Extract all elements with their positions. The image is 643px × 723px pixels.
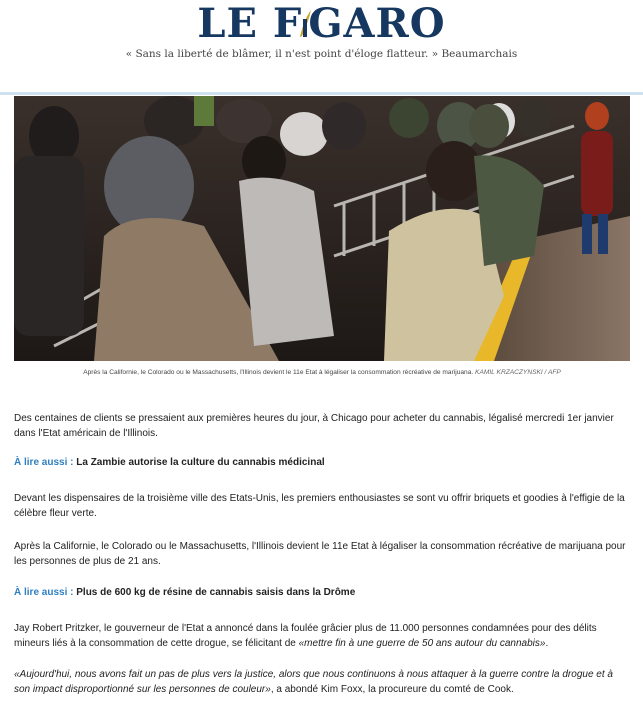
paragraph-5 bbox=[14, 667, 626, 711]
crowd-photo-illustration bbox=[14, 96, 630, 361]
paragraph-3: Après la Californie, le Colorado ou le Massachusetts, l'Illinois devient le 11e Etat à légaliser la consommation récréative de marijuana pour les personnes de plus de 21 ans. bbox=[14, 541, 626, 567]
photo-caption bbox=[14, 369, 630, 376]
read-more-label: À lire aussi : bbox=[14, 587, 74, 598]
paragraph-4-quote: «mettre fin à une guerre de 50 ans autour du cannabis» bbox=[298, 638, 546, 649]
read-more-title[interactable]: La Zambie autorise la culture du cannabis médicinal bbox=[76, 457, 325, 468]
article-body bbox=[14, 411, 626, 711]
read-more-label: À lire aussi : bbox=[14, 457, 74, 468]
photo-credit: KAMIL KRZACZYNSKI / AFP bbox=[475, 369, 561, 376]
paragraph-2: Devant les dispensaires de la troisième ville des Etats-Unis, les premiers enthousiastes se sont vu offrir briquets et goodies à l'effigie de la célèbre fleur verte. bbox=[14, 493, 625, 519]
logo-text-right: GARO bbox=[308, 0, 446, 47]
caption-text: Après la Californie, le Colorado ou le Massachusetts, l'Illinois devient le 11e Etat à légaliser la consommation récréative de marijuana. bbox=[83, 369, 474, 376]
article-photo bbox=[14, 96, 630, 361]
read-more-link-1[interactable] bbox=[14, 455, 626, 491]
read-more-title[interactable]: Plus de 600 kg de résine de cannabis saisis dans la Drôme bbox=[76, 587, 356, 598]
tagline: « Sans la liberté de blâmer, il n'est point d'éloge flatteur. » Beaumarchais bbox=[125, 48, 518, 60]
paragraph-5-quote: «Aujourd'hui, nous avons fait un pas de plus vers la justice, alors que nous continuons à nous attaquer à la guerre contre la drogue et à son impact disproportionné sur les personnes de couleur» bbox=[14, 669, 613, 695]
paragraph-5-text: , a abondé Kim Foxx, la procureure du comté de Cook. bbox=[270, 684, 514, 695]
paragraph-4 bbox=[14, 621, 626, 667]
le-figaro-logo[interactable] bbox=[0, 2, 643, 46]
paragraph-4-end: . bbox=[545, 638, 549, 649]
read-more-link-2[interactable] bbox=[14, 585, 626, 621]
logo-text-left: LE F bbox=[197, 0, 303, 47]
paragraph-4-text: Jay Robert Pritzker, le gouverneur de l'Etat a annoncé dans la foulée grâcier plus de 11.000 personnes condamnées pour des délits mineurs liés à la consommation de cette drogue, se félicitant de bbox=[14, 623, 597, 649]
site-header bbox=[0, 0, 643, 95]
paragraph-1: Des centaines de clients se pressaient aux premières heures du jour, à Chicago pour acheter du cannabis, légalisé mercredi 1er janvier dans l'Etat américain de l'Illinois. bbox=[14, 413, 614, 439]
